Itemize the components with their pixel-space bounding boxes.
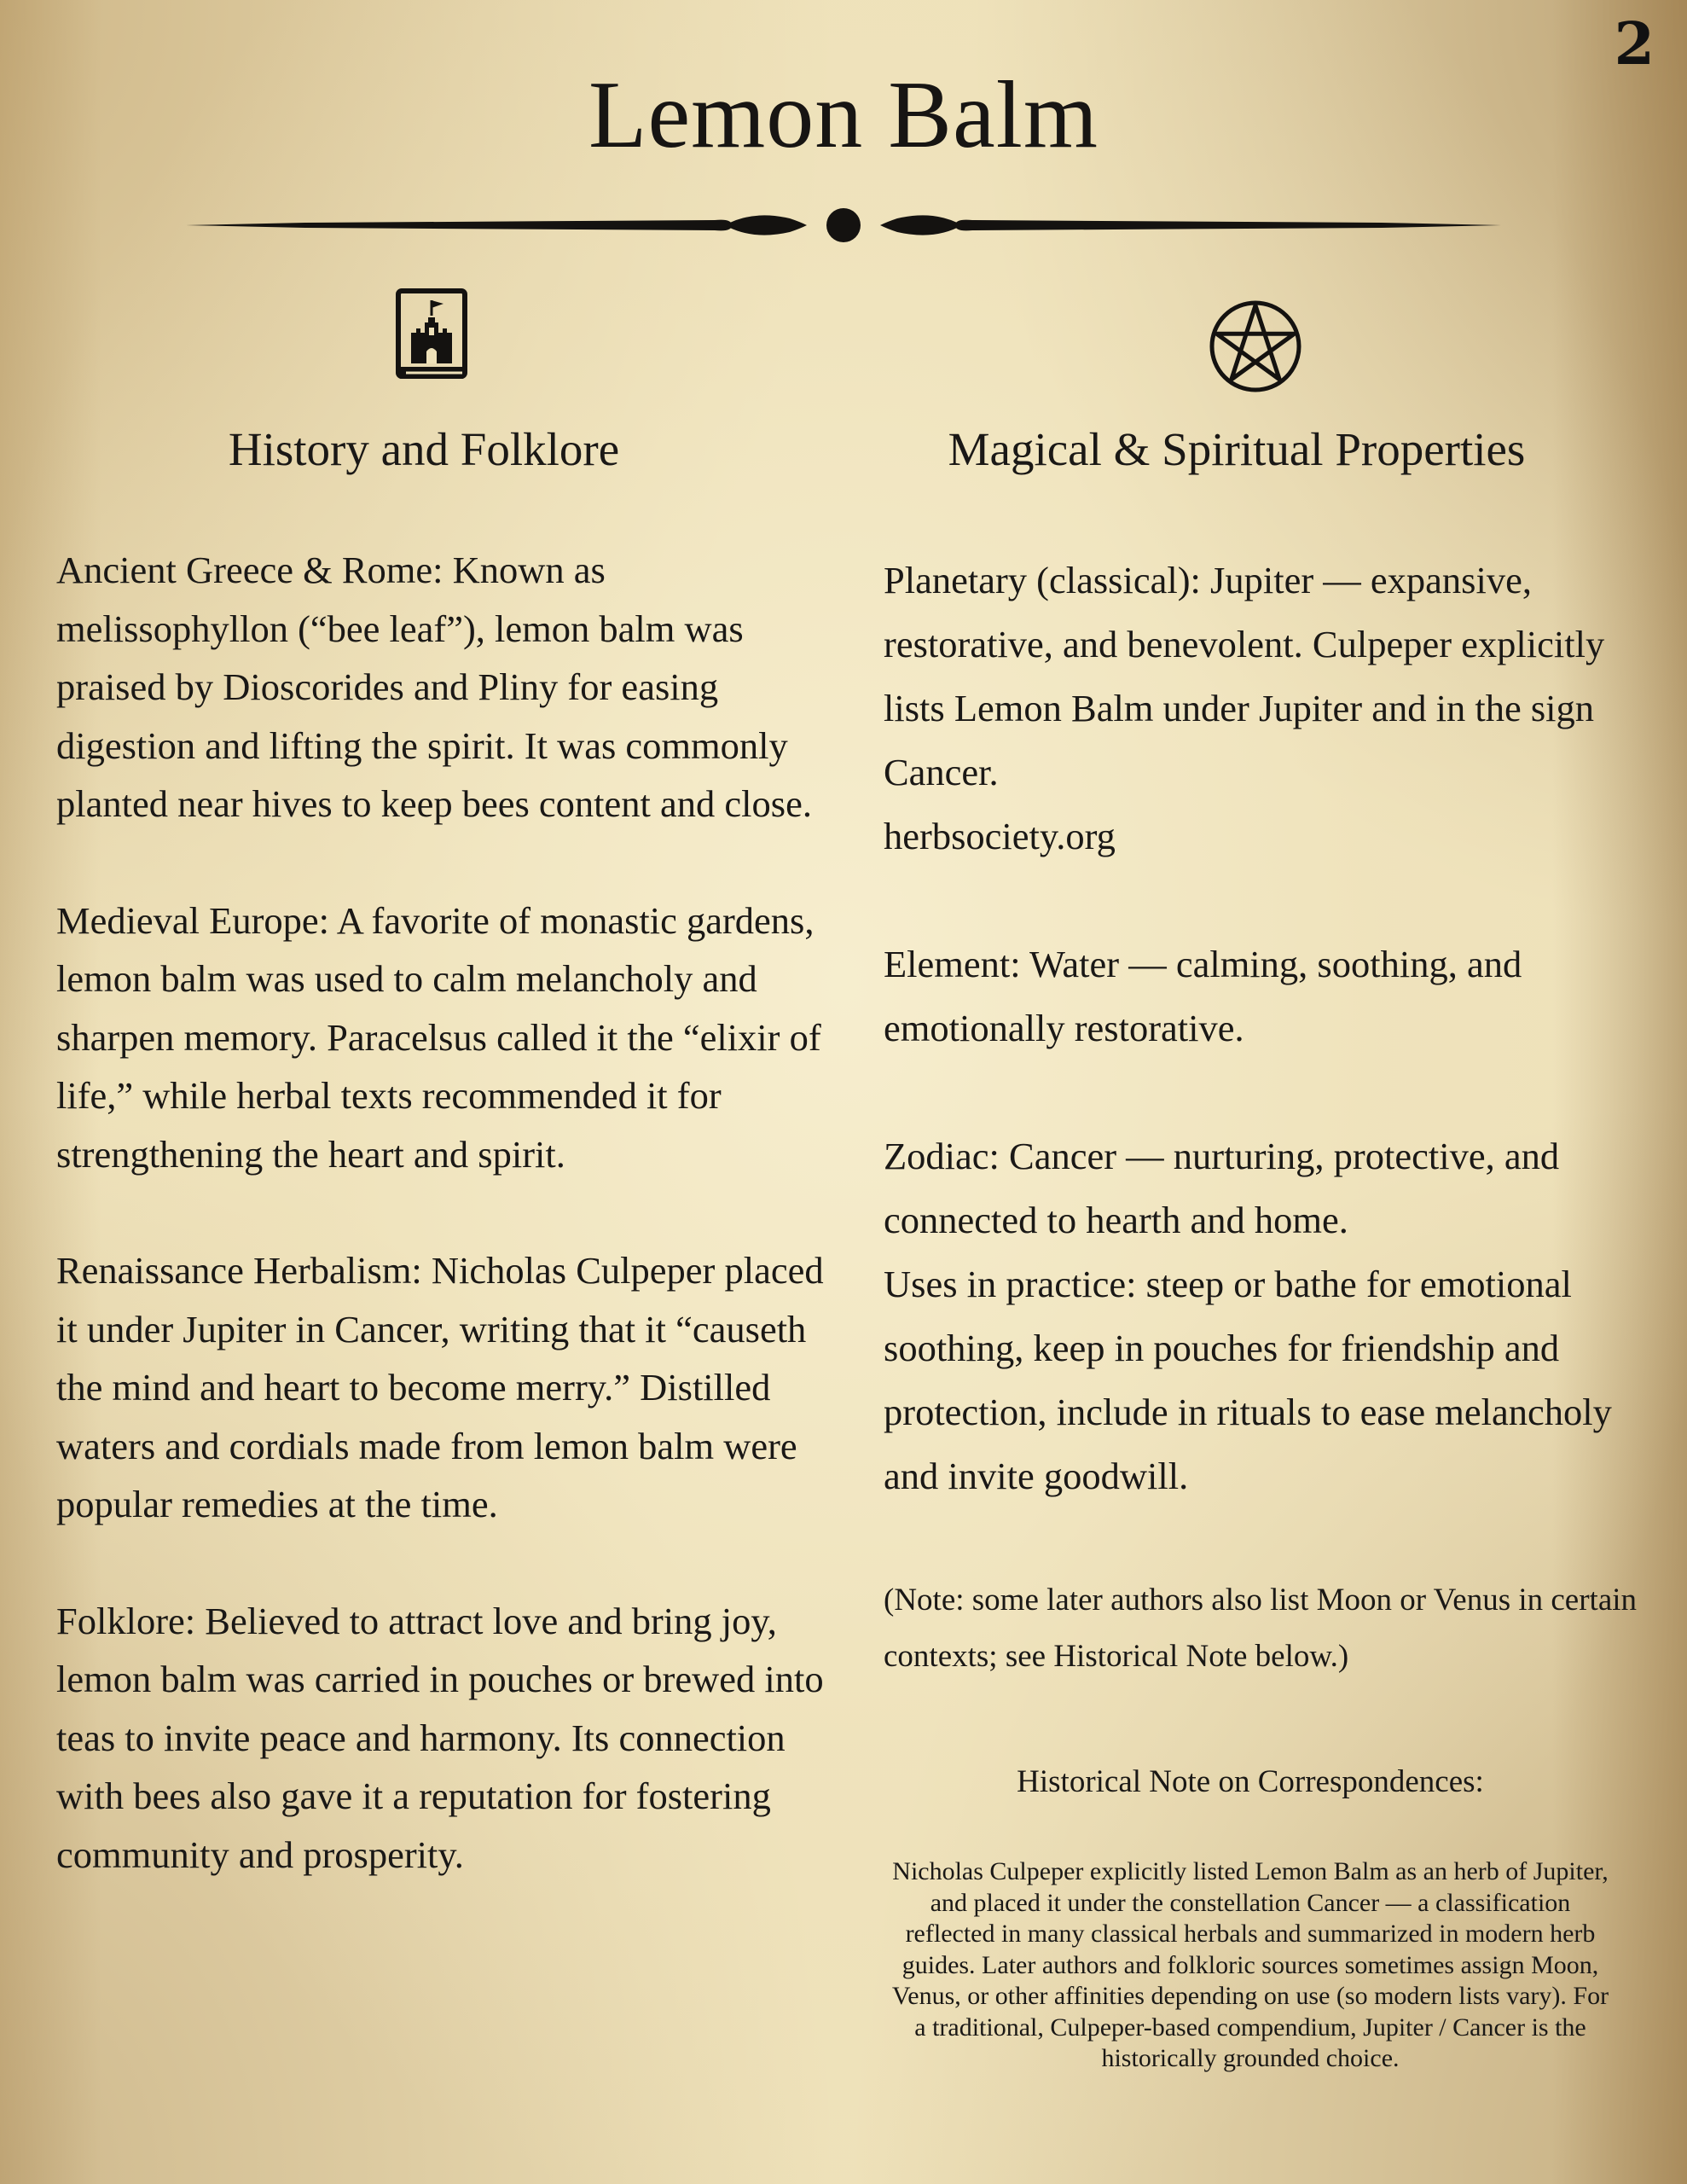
history-renaissance-paragraph: Renaissance Herbalism: Nicholas Culpeper placed it under Jupiter in Cancer, writing that it “causeth the mind and heart to become merry.” Distilled waters and cordials made from lemon balm were popular remedies at the time. (56, 1249, 824, 1525)
zodiac-paragraph: Zodiac: Cancer — nurturing, protective, and connected to hearth and home. (884, 1135, 1560, 1241)
magical-heading: Magical & Spiritual Properties (948, 423, 1526, 475)
history-ancient-paragraph: Ancient Greece & Rome: Known as melissophyllon (“bee leaf”), lemon balm was praised by Dioscorides and Pliny for easing digestion and lifting the spirit. It was commonly planted near hives to keep bees content and close. (56, 549, 812, 825)
divider-right-diamond (880, 215, 962, 235)
historical-note-heading: Historical Note on Correspondences: (1017, 1764, 1484, 1799)
element-paragraph: Element: Water — calming, soothing, and emotionally restorative. (884, 943, 1522, 1049)
planetary-paragraph: Planetary (classical): Jupiter — expansive, restorative, and benevolent. Culpeper explicitly lists Lemon Balm under Jupiter and in the sign Cancer. (884, 559, 1605, 793)
divider-center-dot (826, 208, 861, 242)
divider-right-line (955, 220, 1501, 231)
note-paragraph: (Note: some later authors also list Moon or Venus in certain contexts; see Historical Note below.) (884, 1583, 1638, 1674)
divider-left-line (186, 220, 732, 231)
historical-note-body: Nicholas Culpeper explicitly listed Lemon Balm as an herb of Jupiter, and placed it under the constellation Cancer — a classification reflected in many classical herbals and summarized in modern herb guides. Later authors and folkloric sources sometimes assign Moon, Venus, or other affinities depending on use (so modern lists vary). For a traditional, Culpeper-based compendium, Jupiter / Cancer is the historically grounded choice. (891, 1857, 1609, 2072)
page-title: Lemon Balm (588, 62, 1099, 168)
pentacle-icon (1208, 299, 1303, 394)
ornamental-divider (186, 201, 1501, 249)
history-column (56, 541, 824, 1942)
history-medieval-paragraph: Medieval Europe: A favorite of monastic gardens, lemon balm was used to calm melancholy and sharpen memory. Paracelsus called it the “elixir of life,” while herbal texts recommended it for strengthening the heart and spirit. (56, 898, 821, 1176)
divider-left-diamond (725, 215, 807, 235)
history-folklore-paragraph: Folklore: Believed to attract love and bring joy, lemon balm was carried in pouches or brewed into teas to invite peace and harmony. Its connection with bees also gave it a reputation for fostering community and prosperity. (56, 1599, 824, 1876)
castle-book-icon (394, 288, 469, 386)
magical-column (884, 549, 1651, 1685)
uses-paragraph: Uses in practice: steep or bathe for emotional soothing, keep in pouches for friendship and protection, include in rituals to ease melancholy and invite goodwill. (884, 1263, 1612, 1497)
source-link[interactable]: herbsociety.org (884, 815, 1116, 857)
page-number: 2 (1614, 10, 1655, 78)
history-heading: History and Folklore (228, 423, 620, 475)
